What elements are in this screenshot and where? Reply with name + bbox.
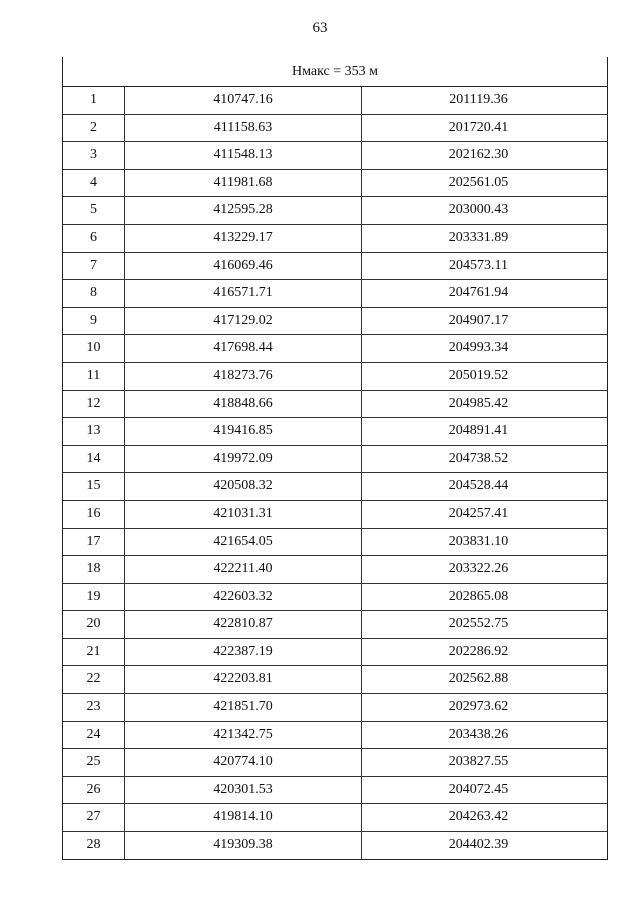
coordinate-x: 422387.19 [125,639,362,666]
table-row [63,473,607,501]
row-number: 5 [63,197,125,224]
table-row [63,197,607,225]
coordinate-x: 420508.32 [125,473,362,500]
row-number: 10 [63,335,125,362]
table-row [63,363,607,391]
table-row [63,722,607,750]
row-number: 4 [63,170,125,197]
coordinate-y: 202286.92 [448,643,509,659]
coordinate-x: 417129.02 [125,308,362,335]
row-number: 11 [63,363,125,390]
coordinate-x: 421031.31 [125,501,362,528]
table-row [63,694,607,722]
row-number: 17 [63,529,125,556]
table-row [63,253,607,281]
row-number: 9 [63,308,125,335]
coordinate-y: 204985.42 [448,395,509,411]
coordinate-y: 203322.26 [448,561,509,577]
coordinate-x: 411981.68 [125,170,362,197]
row-number: 1 [63,87,125,114]
table-row [63,804,607,832]
table-row [63,749,607,777]
coordinate-y: 204257.41 [448,505,509,521]
coordinate-x: 420301.53 [125,777,362,804]
row-number: 26 [63,777,125,804]
coordinate-y: 205019.52 [448,367,509,383]
coordinate-x: 419309.38 [125,832,362,859]
coordinate-x: 410747.16 [125,87,362,114]
coordinate-x: 416069.46 [125,253,362,280]
coordinate-y: 203000.43 [448,202,509,218]
coordinate-y: 204263.42 [448,809,509,825]
coordinate-y: 204528.44 [448,478,509,494]
row-number: 27 [63,804,125,831]
row-number: 14 [63,446,125,473]
table-row [63,225,607,253]
coordinate-y: 201720.41 [448,119,509,135]
table-row [63,335,607,363]
coordinate-x: 421654.05 [125,529,362,556]
row-number: 23 [63,694,125,721]
row-number: 18 [63,556,125,583]
coordinate-x: 413229.17 [125,225,362,252]
coordinate-y: 201119.36 [449,92,508,107]
coordinate-x: 418848.66 [125,391,362,418]
table-row [63,832,607,859]
coordinate-y: 202562.88 [448,671,509,687]
row-number: 28 [63,832,125,859]
table-row [63,391,607,419]
table-row [63,418,607,446]
row-number: 25 [63,749,125,776]
coordinate-y: 203438.26 [448,726,509,742]
row-number: 22 [63,666,125,693]
coordinate-x: 422810.87 [125,611,362,638]
table-header: Нмакс = 353 м [63,57,607,87]
table-row [63,529,607,557]
coordinate-y: 204573.11 [449,257,508,273]
table-row [63,308,607,336]
coordinate-y: 202973.62 [448,699,509,715]
row-number: 19 [63,584,125,611]
coordinate-x: 419416.85 [125,418,362,445]
coordinate-x: 421342.75 [125,722,362,749]
coordinate-y: 204072.45 [448,781,509,797]
coordinate-y: 203827.55 [448,754,509,770]
coordinate-y: 204402.39 [448,837,509,853]
table-row [63,142,607,170]
row-number: 7 [63,253,125,280]
coordinate-x: 419972.09 [125,446,362,473]
coordinate-x: 418273.76 [125,363,362,390]
table-row [63,639,607,667]
coordinate-x: 411548.13 [125,142,362,169]
row-number: 24 [63,722,125,749]
coordinate-x: 421851.70 [125,694,362,721]
coordinate-x: 422603.32 [125,584,362,611]
coordinate-y: 202162.30 [448,147,509,163]
coordinate-y: 203331.89 [448,229,509,245]
coordinates-table [62,57,608,860]
table-row [63,584,607,612]
coordinate-x: 420774.10 [125,749,362,776]
coordinate-y: 204891.41 [448,423,509,439]
coordinate-y: 203831.10 [448,533,509,549]
coordinate-y: 204993.34 [448,340,509,356]
row-number: 21 [63,639,125,666]
coordinate-x: 422203.81 [125,666,362,693]
coordinate-y: 202552.75 [448,616,509,632]
table-row [63,556,607,584]
row-number: 15 [63,473,125,500]
coordinate-y: 204761.94 [448,285,509,301]
coordinate-x: 417698.44 [125,335,362,362]
row-number: 12 [63,391,125,418]
table-body [63,87,607,859]
table-row [63,280,607,308]
coordinate-y: 204907.17 [448,312,509,328]
row-number: 2 [63,115,125,142]
page-number: 63 [312,20,328,36]
table-row [63,87,607,115]
table-row [63,611,607,639]
row-number: 6 [63,225,125,252]
row-number: 13 [63,418,125,445]
row-number: 3 [63,142,125,169]
row-number: 8 [63,280,125,307]
coordinate-y: 202561.05 [448,174,509,190]
coordinate-x: 412595.28 [125,197,362,224]
coordinate-x: 411158.63 [125,115,362,142]
table-row [63,501,607,529]
table-row [63,170,607,198]
table-row [63,777,607,805]
coordinate-x: 419814.10 [125,804,362,831]
coordinate-x: 416571.71 [125,280,362,307]
coordinate-y: 204738.52 [448,450,509,466]
row-number: 20 [63,611,125,638]
coordinate-y: 202865.08 [448,588,509,604]
coordinate-x: 422211.40 [125,556,362,583]
table-row [63,446,607,474]
table-row [63,666,607,694]
table-row [63,115,607,143]
row-number: 16 [63,501,125,528]
